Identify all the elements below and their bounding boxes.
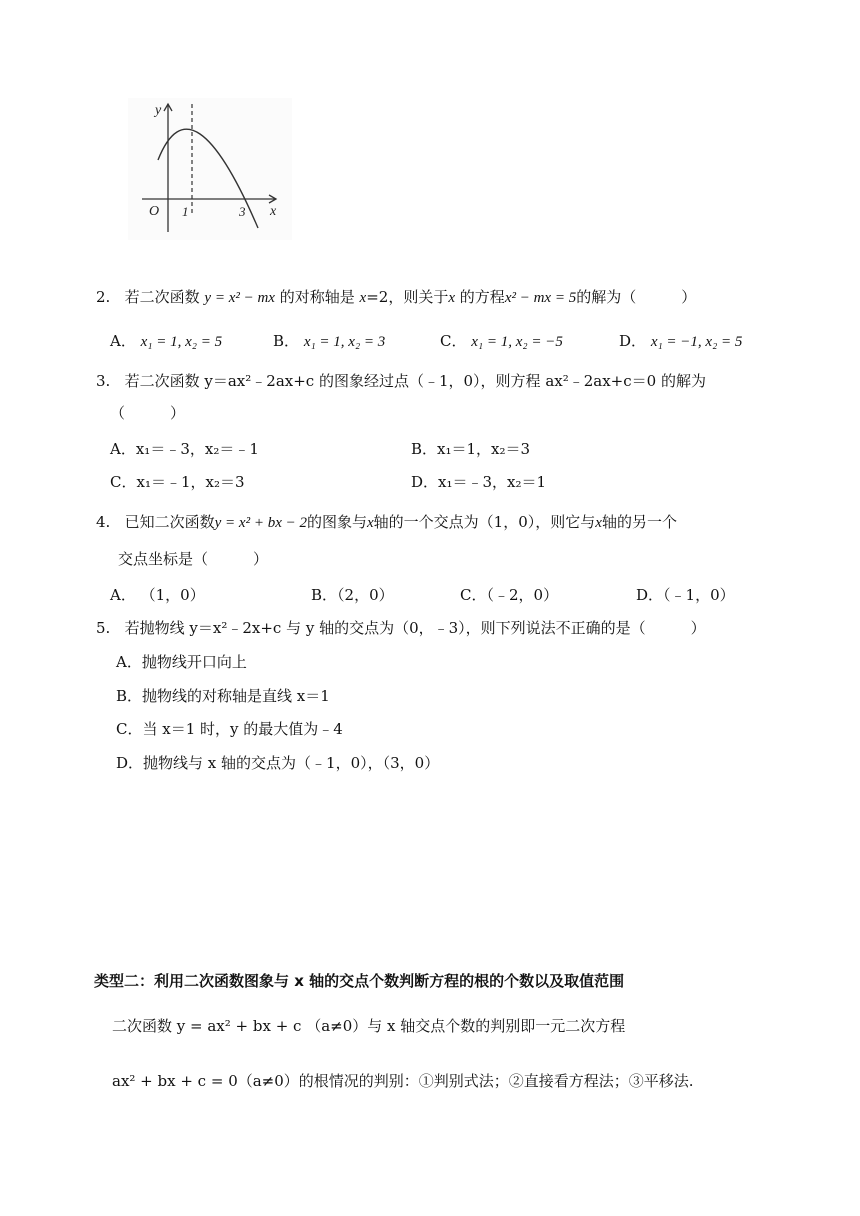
q3-option-d[interactable]	[411, 472, 546, 492]
section-paragraph-1: 二次函数 y = ax² + bx + c （a≠0）与 x 轴交点个数的判别即一元二次方程	[112, 1017, 626, 1035]
option-text: 当 x＝1 时，y 的最大值为﹣4	[142, 720, 343, 738]
q5-number: 5.	[96, 619, 111, 637]
option-text: （﹣1，0）	[663, 586, 735, 604]
q2-option-a[interactable]	[110, 331, 222, 352]
option-letter: B．	[116, 687, 143, 705]
option-text: （2，0）	[337, 586, 394, 604]
parabola-graph	[128, 98, 292, 240]
q5-stem	[96, 618, 706, 638]
option-letter: B．	[273, 332, 300, 350]
q2-axis-var: x	[359, 290, 367, 306]
q4-stem-line2: 交点坐标是（ ）	[118, 550, 269, 568]
q4-option-a[interactable]	[110, 585, 205, 605]
q2-option-b[interactable]	[273, 331, 385, 352]
option-text: （﹣2，0）	[486, 586, 559, 604]
q2-text-d: 的方程	[459, 288, 505, 306]
option-letter: D．	[411, 473, 439, 491]
q4-text-a: 已知二次函数	[124, 513, 215, 531]
q2-function: y = x² − mx	[204, 290, 275, 306]
option-text: x₁ = 1, x₂ = −5	[471, 334, 563, 350]
q2-option-d[interactable]	[619, 331, 742, 352]
option-text: 抛物线开口向上	[141, 653, 247, 671]
option-text: （1，0）	[140, 586, 205, 604]
q5-option-a[interactable]	[116, 652, 247, 672]
q3-option-a[interactable]	[110, 439, 259, 459]
q4-var: x	[367, 515, 374, 531]
q5-option-c[interactable]	[116, 719, 343, 739]
option-letter: D．	[636, 586, 664, 604]
tick-label-1: 1	[182, 204, 189, 219]
q2-text-e: 的解为（ ）	[576, 288, 697, 306]
q4-function: y = x² + bx − 2	[214, 515, 307, 531]
option-text: 抛物线与 x 轴的交点为（﹣1，0），（3，0）	[143, 754, 440, 772]
q5-text: 若抛物线 y＝x²﹣2x+c 与 y 轴的交点为（0，﹣3），则下列说法不正确的是（ ）	[124, 619, 706, 637]
q3-stem	[96, 371, 706, 391]
q2-number: 2.	[96, 288, 111, 306]
option-letter: D．	[116, 754, 144, 772]
origin-label: O	[149, 204, 160, 219]
q4-var2: x	[595, 515, 602, 531]
q2-option-c[interactable]	[440, 331, 563, 352]
q3-text: 若二次函数 y＝ax²﹣2ax+c 的图象经过点（﹣1，0），则方程 ax²﹣2ax+c＝0 的解为	[124, 372, 706, 390]
option-letter: A．	[110, 332, 136, 350]
option-letter: D．	[619, 332, 647, 350]
q2-text-a: 若二次函数	[124, 288, 200, 306]
option-text: x₁ = 1, x₂ = 5	[140, 334, 223, 350]
option-text: 抛物线的对称轴是直线 x＝1	[142, 687, 330, 705]
q4-text-c: 轴的一个交点为（1，0），则它与	[373, 513, 596, 531]
section-heading: 类型二：利用二次函数图象与 x 轴的交点个数判断方程的根的个数以及取值范围	[94, 972, 625, 990]
tick-label-3: 3	[239, 204, 246, 219]
option-letter: A．	[110, 440, 136, 458]
option-text: x₁＝﹣1，x₂＝3	[136, 473, 245, 491]
option-text: x₁＝﹣3，x₂＝﹣1	[135, 440, 259, 458]
q5-option-b[interactable]	[116, 686, 330, 706]
q4-stem	[96, 512, 677, 533]
y-axis-label: y	[155, 103, 162, 118]
q3-number: 3.	[96, 372, 111, 390]
q4-text-d: 轴的另一个	[601, 513, 677, 531]
q4-text-b: 的图象与	[306, 513, 367, 531]
option-text: x₁ = 1, x₂ = 3	[303, 334, 386, 350]
q5-option-d[interactable]	[116, 753, 439, 773]
option-text: x₁ = −1, x₂ = 5	[650, 334, 743, 350]
option-letter: C．	[440, 332, 467, 350]
option-text: x₁＝﹣3，x₂＝1	[438, 473, 547, 491]
option-letter: B．	[411, 440, 438, 458]
q2-text-c: =2，则关于	[366, 288, 449, 306]
q4-option-c[interactable]	[460, 585, 558, 605]
q4-number: 4.	[96, 513, 111, 531]
option-letter: B．	[311, 586, 338, 604]
q2-text-b: 的对称轴是	[279, 288, 355, 306]
q4-option-b[interactable]	[311, 585, 394, 605]
option-letter: C．	[110, 473, 137, 491]
q3-option-b[interactable]	[411, 439, 530, 459]
option-letter: C．	[460, 586, 487, 604]
section-paragraph-2: ax² + bx + c = 0（a≠0）的根情况的判别：①判别式法；②直接看方程法；③平移法.	[112, 1072, 694, 1090]
option-letter: C．	[116, 720, 143, 738]
x-axis-label: x	[270, 204, 277, 219]
option-text: x₁＝1，x₂＝3	[437, 440, 531, 458]
option-letter: A．	[116, 653, 142, 671]
option-letter: A．	[110, 586, 136, 604]
q2-equation: x² − mx = 5	[504, 290, 577, 306]
q3-stem-line2: （ ）	[110, 404, 186, 422]
q2-var: x	[448, 290, 456, 306]
q3-option-c[interactable]	[110, 472, 245, 492]
q2-stem	[96, 287, 696, 308]
q4-option-d[interactable]	[636, 585, 735, 605]
